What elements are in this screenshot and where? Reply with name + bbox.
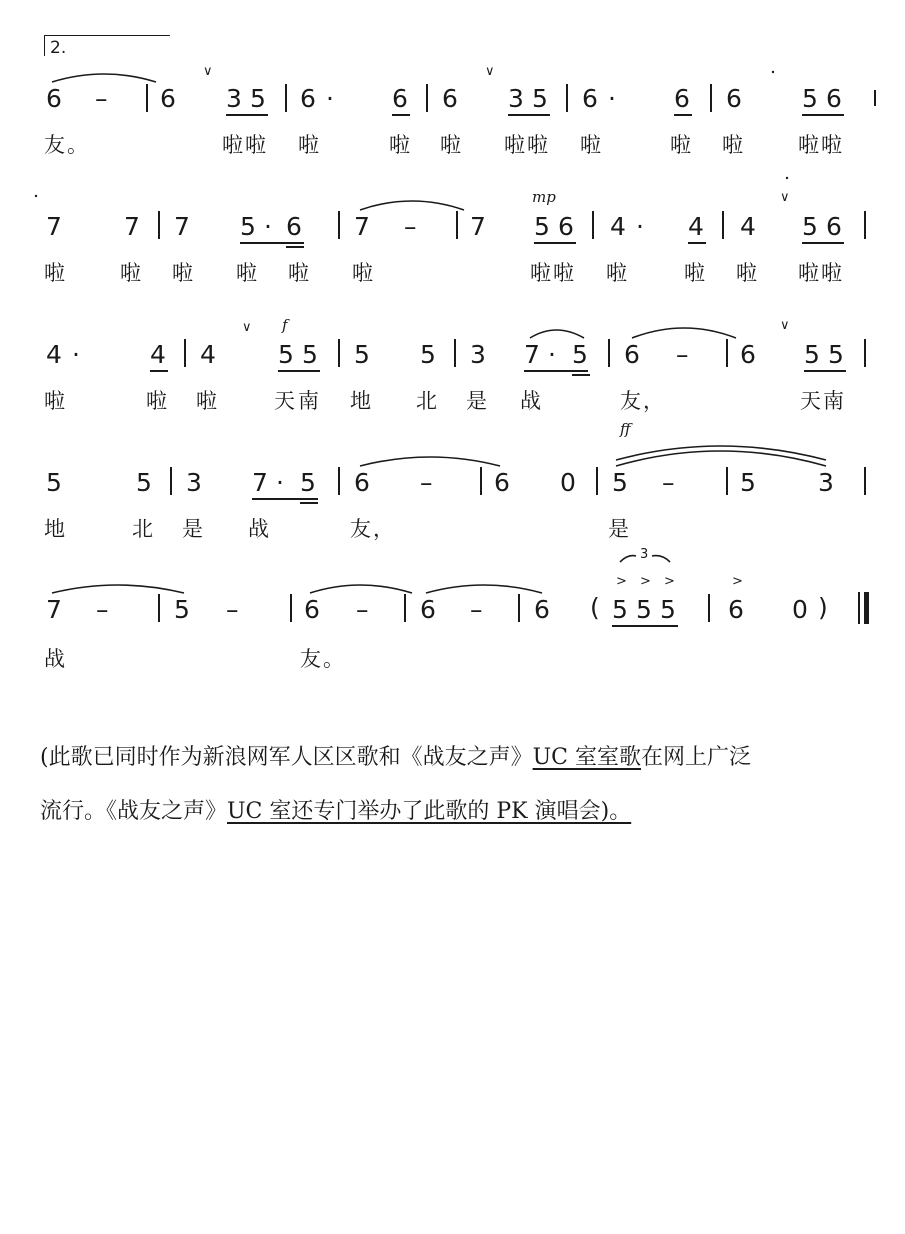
note: 6	[558, 212, 574, 241]
note: 5	[300, 468, 316, 497]
slur	[360, 201, 464, 210]
dynamic-ff: ff	[620, 420, 631, 438]
lyric: 啦	[352, 261, 375, 285]
footnote-text: (此歌已同时作为新浪网军人区区歌和《战友之声》	[40, 745, 533, 770]
underline	[802, 114, 844, 116]
lyric: 友。	[300, 647, 346, 671]
dot: ·	[72, 340, 80, 369]
slur	[310, 585, 412, 593]
note: 7	[354, 212, 370, 241]
note: 3	[226, 84, 242, 113]
note: 6	[624, 340, 640, 369]
note: 6	[726, 84, 742, 113]
note: –	[420, 468, 433, 497]
note: 5	[636, 595, 652, 624]
footnote-line-1	[40, 746, 751, 770]
dot: ·	[636, 212, 644, 241]
barline	[158, 594, 160, 622]
note: –	[470, 595, 483, 624]
lyric: 啦	[736, 261, 759, 285]
note: 6	[674, 84, 690, 113]
lyric: 是	[466, 389, 489, 413]
lyric: 啦	[684, 261, 707, 285]
lyric: 啦	[580, 133, 603, 157]
barline	[518, 594, 520, 622]
note: 6	[826, 212, 842, 241]
note: 5	[802, 212, 818, 241]
paren: )	[818, 593, 828, 622]
barline	[158, 211, 160, 239]
note: –	[226, 595, 239, 624]
note: 5	[612, 468, 628, 497]
note: 6	[534, 595, 550, 624]
lyric: 啦啦	[798, 261, 844, 285]
note: 3	[470, 340, 486, 369]
barline	[338, 339, 340, 367]
underline	[612, 625, 678, 627]
dot: ·	[276, 468, 284, 497]
breath-mark: ∨	[242, 320, 252, 335]
lyric: 战	[248, 517, 271, 541]
lyric: 友，	[620, 389, 666, 413]
note: 6	[354, 468, 370, 497]
note: 5	[278, 340, 294, 369]
barline	[608, 339, 610, 367]
volta-label: 2.	[50, 38, 67, 58]
note: 7	[46, 595, 62, 624]
footnote-underlined: UC 室还专门举办了此歌的 PK 演唱会)。	[227, 799, 632, 824]
note: 7	[46, 212, 62, 241]
underline	[278, 370, 320, 372]
note: 5	[534, 212, 550, 241]
breath-mark: ∨	[780, 190, 790, 205]
barline	[708, 594, 710, 622]
dot: ·	[608, 84, 616, 113]
note: 4	[200, 340, 216, 369]
note: 7	[470, 212, 486, 241]
barline	[710, 84, 712, 112]
barline	[592, 211, 594, 239]
note: 6	[582, 84, 598, 113]
footnote-line-2	[40, 800, 631, 824]
lyric: 天南	[800, 389, 846, 413]
note: 6	[160, 84, 176, 113]
barline	[864, 339, 866, 367]
barline	[146, 84, 148, 112]
barline	[726, 339, 728, 367]
footnote-text: 流行。《战友之声》	[40, 799, 228, 824]
accent: >	[640, 574, 651, 589]
note: 0	[560, 468, 576, 497]
note: 5	[612, 595, 628, 624]
note: 6	[740, 340, 756, 369]
underline	[300, 502, 318, 504]
barline	[874, 90, 876, 106]
note: 5	[802, 84, 818, 113]
barline	[596, 467, 598, 495]
underline	[674, 114, 692, 116]
underline	[802, 242, 844, 244]
dot: ·	[264, 212, 272, 241]
note: 4	[688, 212, 704, 241]
lyric: 啦	[440, 133, 463, 157]
dot	[772, 71, 774, 73]
note: 5	[660, 595, 676, 624]
barline	[726, 467, 728, 495]
dot: ·	[326, 84, 334, 113]
note: –	[95, 84, 108, 113]
barline	[338, 467, 340, 495]
barline	[722, 211, 724, 239]
note: 5	[420, 340, 436, 369]
underline	[252, 498, 318, 500]
note: –	[662, 468, 675, 497]
note: 5	[240, 212, 256, 241]
barline	[864, 467, 866, 495]
footnote-underlined: UC 室室歌	[532, 745, 641, 770]
lyric: 啦	[606, 261, 629, 285]
slur	[616, 446, 826, 460]
final-barline-thin	[858, 592, 860, 624]
note: 5	[572, 340, 588, 369]
breath-mark: ∨	[485, 64, 495, 79]
lyric: 啦	[44, 261, 67, 285]
footnote-text: 在网上广泛	[640, 745, 751, 770]
lyric: 地	[44, 517, 67, 541]
barline	[170, 467, 172, 495]
note: 5	[804, 340, 820, 369]
barline	[864, 211, 866, 239]
note: 7	[174, 212, 190, 241]
lyric: 友，	[350, 517, 396, 541]
lyric: 啦	[670, 133, 693, 157]
barline	[338, 211, 340, 239]
lyric: 啦啦	[530, 261, 576, 285]
accent: >	[616, 574, 627, 589]
barline	[426, 84, 428, 112]
lyric: 南	[298, 389, 321, 413]
underline	[226, 114, 268, 116]
note: –	[404, 212, 417, 241]
final-barline-thick	[864, 592, 869, 624]
slur	[616, 451, 826, 466]
note: 6	[304, 595, 320, 624]
note: 4	[740, 212, 756, 241]
dot: ·	[548, 340, 556, 369]
note: 0	[792, 595, 808, 624]
accent: >	[664, 574, 675, 589]
note: 6	[46, 84, 62, 113]
note: 3	[508, 84, 524, 113]
lyric: 战	[520, 389, 543, 413]
underline	[804, 370, 846, 372]
note: 6	[300, 84, 316, 113]
note: 5	[46, 468, 62, 497]
note: 5	[354, 340, 370, 369]
lyric: 啦啦	[798, 133, 844, 157]
note: 5	[250, 84, 266, 113]
note: 6	[286, 212, 302, 241]
note: 5	[174, 595, 190, 624]
note: 5	[740, 468, 756, 497]
underline	[534, 242, 576, 244]
slur	[426, 585, 542, 593]
barline	[566, 84, 568, 112]
note: 4	[610, 212, 626, 241]
underline	[286, 246, 304, 248]
lyric: 啦啦	[222, 133, 268, 157]
dot	[35, 195, 37, 197]
lyric: 啦	[722, 133, 745, 157]
barline	[456, 211, 458, 239]
note: 5	[828, 340, 844, 369]
note: 7	[524, 340, 540, 369]
underline	[524, 370, 588, 372]
underline	[572, 374, 590, 376]
underline	[240, 242, 304, 244]
lyric: 啦	[236, 261, 259, 285]
triplet-mark: 3	[640, 547, 649, 562]
lyric: 北	[132, 517, 155, 541]
lyric: 友。	[44, 133, 90, 157]
lyric: 是	[608, 517, 631, 541]
note: –	[676, 340, 689, 369]
underline	[392, 114, 410, 116]
lyric: 啦	[298, 133, 321, 157]
note: 6	[826, 84, 842, 113]
lyric: 啦	[120, 261, 143, 285]
note: –	[356, 595, 369, 624]
lyric: 战	[44, 647, 67, 671]
barline	[404, 594, 406, 622]
accent: >	[732, 574, 743, 589]
note: 4	[150, 340, 166, 369]
breath-mark: ∨	[203, 64, 213, 79]
lyric: 北	[416, 389, 439, 413]
underline	[688, 242, 706, 244]
underline	[150, 370, 168, 372]
note: –	[96, 595, 109, 624]
lyric: 天	[274, 389, 297, 413]
slur	[52, 74, 156, 82]
note: 6	[494, 468, 510, 497]
paren: (	[590, 593, 600, 622]
lyric: 啦	[172, 261, 195, 285]
barline	[480, 467, 482, 495]
note: 4	[46, 340, 62, 369]
barline	[454, 339, 456, 367]
note: 6	[420, 595, 436, 624]
lyric: 啦	[389, 133, 412, 157]
note: 5	[532, 84, 548, 113]
breath-mark: ∨	[780, 318, 790, 333]
lyric: 啦	[288, 261, 311, 285]
lyric: 啦	[44, 389, 67, 413]
lyric: 是	[182, 517, 205, 541]
underline	[508, 114, 550, 116]
slur	[632, 328, 736, 338]
lyric: 啦	[196, 389, 219, 413]
lyric: 啦啦	[504, 133, 550, 157]
slur	[360, 457, 500, 466]
note: 3	[186, 468, 202, 497]
note: 7	[124, 212, 140, 241]
note: 6	[728, 595, 744, 624]
slur	[530, 330, 584, 338]
barline	[290, 594, 292, 622]
note: 5	[302, 340, 318, 369]
lyric: 啦	[146, 389, 169, 413]
barline	[184, 339, 186, 367]
note: 6	[442, 84, 458, 113]
note: 5	[136, 468, 152, 497]
barline	[285, 84, 287, 112]
note: 3	[818, 468, 834, 497]
dot	[786, 177, 788, 179]
dynamic-f: f	[282, 316, 288, 334]
note: 6	[392, 84, 408, 113]
lyric: 地	[350, 389, 373, 413]
dynamic-mp: mp	[532, 188, 556, 206]
note: 7	[252, 468, 268, 497]
slur	[52, 585, 184, 593]
